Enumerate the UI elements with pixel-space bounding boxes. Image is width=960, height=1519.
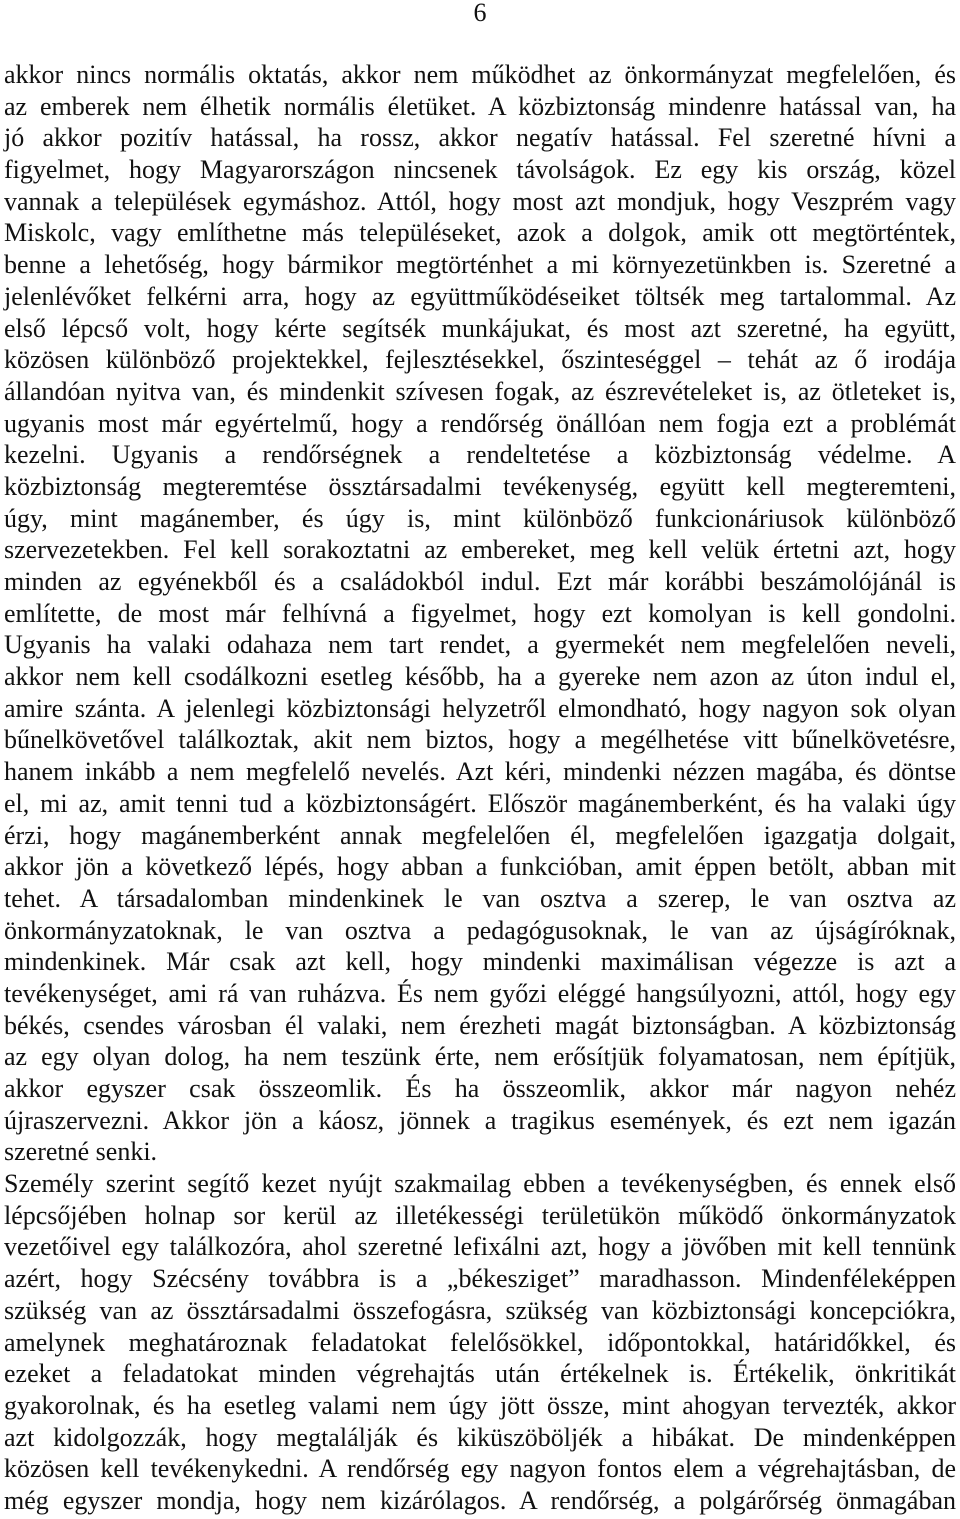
text-line: az egy olyan dolog, ha nem teszünk érte, nem erősítjük folyamatosan, nem építjük, <box>4 1042 956 1072</box>
text-line: azért, hogy Szécsény továbbra is a „békesziget” maradhasson. Mindenféleképpen <box>4 1264 956 1294</box>
text-line: azt kidolgozzák, hogy megtalálják és kiküszöböljék a hibákat. De mindenképpen <box>4 1422 956 1452</box>
text-line: jó akkor pozitív hatással, ha rossz, akkor negatív hatással. Fel szeretné hívni a <box>4 123 956 153</box>
text-line: vezetőivel egy találkozóra, ahol szeretné lefixálni azt, hogy a jövőben mit kell tennünk <box>4 1232 956 1262</box>
text-line: figyelmet, hogy Magyarországon nincsenek távolságok. Ez egy kis ország, közel <box>4 155 956 185</box>
text-line: békés, csendes városban él valaki, nem érezheti magát biztonságban. A közbiztonság <box>4 1010 956 1040</box>
text-line: Miskolc, vagy említhetne más településeket, azok a dolgok, amik ott megtörténtek, <box>4 218 956 248</box>
text-line: közösen különböző projektekkel, fejlesztésekkel, őszinteséggel – tehát az ő irodája <box>4 345 956 375</box>
text-line: Ugyanis ha valaki odahaza nem tart rendet, a gyermekét nem megfelelően neveli, <box>4 630 956 660</box>
page-number: 6 <box>473 0 487 27</box>
text-line: akkor nem kell csodálkozni esetleg később, ha a gyereke nem azon az úton indul el, <box>4 662 956 692</box>
text-line: akkor nincs normális oktatás, akkor nem működhet az önkormányzat megfelelően, és <box>4 60 956 89</box>
text-line: minden az egyénekből és a családokból indul. Ezt már korábbi beszámolójánál is <box>4 567 956 596</box>
text-line: akkor jön a következő lépés, hogy abban a funkcióban, amit éppen betölt, abban mit <box>4 852 956 882</box>
text-line: közbiztonság megteremtése össztársadalmi tevékenység, együtt kell megteremteni, <box>4 471 956 501</box>
text-line: akkor egyszer csak összeomlik. És ha összeomlik, akkor már nagyon nehéz <box>4 1074 956 1103</box>
text-line: mindenkinek. Már csak azt kell, hogy mindenki maximálisan végezze is azt a <box>4 947 956 977</box>
text-line: hanem inkább a nem megfelelő nevelés. Azt kéri, mindenki nézzen magába, és döntse <box>4 757 956 787</box>
text-line: Személy szerint segítő kezet nyújt szakmailag ebben a tevékenységben, és ennek első <box>4 1169 956 1199</box>
text-line: amelynek meghatároznak feladatokat felelősökkel, időpontokkal, határidőkkel, és <box>4 1327 956 1357</box>
text-line: bűnelkövetővel találkoztak, akit nem biztos, hogy a megélhetése vitt bűnelkövetésre, <box>4 725 956 755</box>
text-line: vannak a települések egymáshoz. Attól, hogy most azt mondjuk, hogy Veszprém vagy <box>4 186 956 216</box>
text-line: el, mi az, amit tenni tud a közbiztonságért. Először magánemberként, és ha valaki úgy <box>4 788 956 818</box>
text-line: említette, de most már felhívná a figyelmet, hogy ezt komolyan is kell gondolni. <box>4 598 956 628</box>
text-line: közösen kell tevékenykedni. A rendőrség egy nagyon fontos elem a végrehajtásban, de <box>4 1454 956 1484</box>
text-line: érzi, hogy magánemberként annak megfelelően él, megfelelően igazgatja dolgait, <box>4 820 956 850</box>
text-line: az emberek nem élhetik normális életüket. A közbiztonság mindenre hatással van, ha <box>4 91 956 121</box>
text-line: benne a lehetőség, hogy bármikor megtörténhet a mi környezetünkben is. Szeretné a <box>4 250 956 280</box>
text-line: önkormányzatoknak, le van osztva a pedagógusoknak, le van az újságíróknak, <box>4 915 956 945</box>
text-line: úgy, mint magánember, és úgy is, mint különböző funkcionáriusok különböző <box>4 503 956 533</box>
text-line: jelenlévőket felkérni arra, hogy az együttműködéseiket töltsék meg tartalommal. Az <box>4 281 956 311</box>
text-line: amire szánta. A jelenlegi közbiztonsági helyzetről elmondható, hogy nagyon sok olyan <box>4 693 956 723</box>
text-line: még egyszer mondja, hogy nem kizárólagos. A rendőrség, a polgárőrség önmagában <box>4 1485 956 1515</box>
text-line: szervezetekben. Fel kell sorakoztatni az embereket, meg kell velük értetni azt, hogy <box>4 535 956 565</box>
text-line: tevékenységet, ami rá van ruházva. És nem győzi eléggé hangsúlyozni, attól, hogy egy <box>4 978 956 1008</box>
paragraph-2 <box>4 1168 956 1517</box>
text-line: ugyanis most már egyértelmű, hogy a rendőrség önállóan nem fogja ezt a problémát <box>4 408 956 438</box>
text-line: lépcsőjében holnap sor kerül az illetékességi területükön működő önkormányzatok <box>4 1200 956 1230</box>
text-line: szükség van az össztársadalmi összefogásra, szükség van közbiztonsági koncepciókra, <box>4 1295 956 1325</box>
text-line: állandóan nyitva van, és mindenkit szívesen fogak, az észrevételeket is, az ötleteket is, <box>4 376 956 406</box>
text-line: gyakorolnak, és ha esetleg valami nem úgy jött össze, mint ahogyan tervezték, akkor <box>4 1390 956 1420</box>
document-body <box>4 59 956 1517</box>
text-line: tehet. A társadalomban mindenkinek le van osztva a szerep, le van osztva az <box>4 883 956 913</box>
text-line: újraszervezni. Akkor jön a káosz, jönnek a tragikus események, és ezt nem igazán <box>4 1105 956 1135</box>
paragraph-1 <box>4 59 956 1168</box>
text-line: első lépcső volt, hogy kérte segítsék munkájukat, és most azt szeretné, ha együtt, <box>4 313 956 343</box>
text-line: kezelni. Ugyanis a rendőrségnek a rendeltetése a közbiztonság védelme. A <box>4 440 956 470</box>
text-line: szeretné senki. <box>4 1137 158 1167</box>
text-line: ezeket a feladatokat minden végrehajtás után értékelnek is. Értékelik, önkritikát <box>4 1359 956 1389</box>
